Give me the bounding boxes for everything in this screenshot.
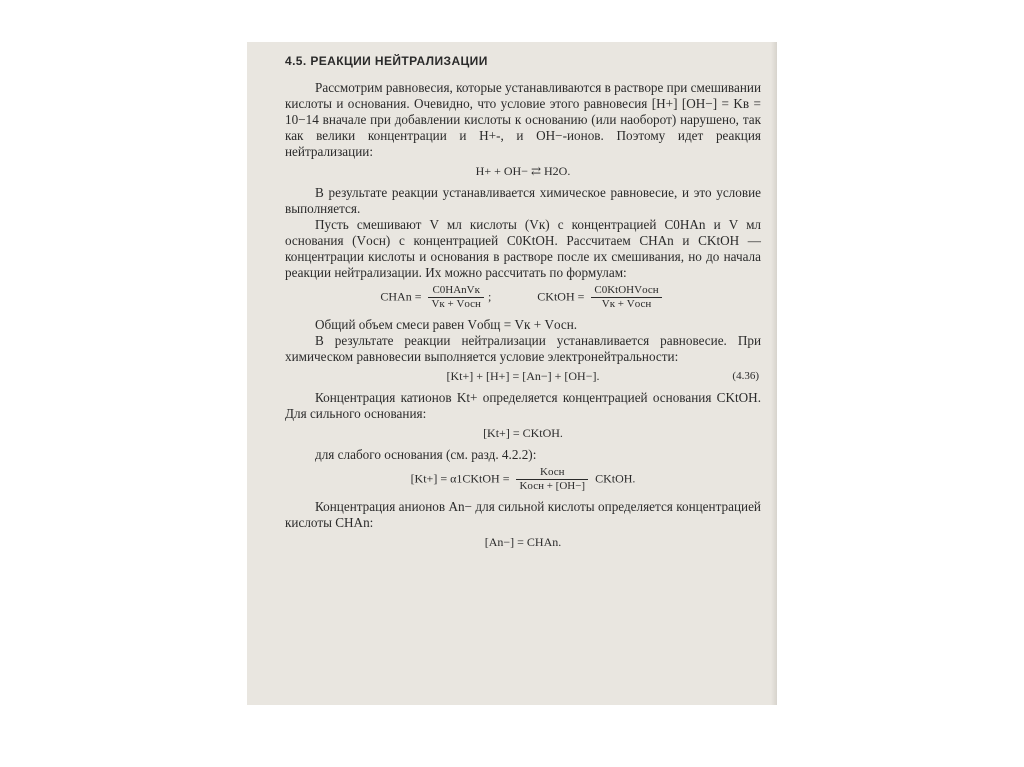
paragraph-result: В результате реакции устанавливается химическое равновесие, и это условие выполняется.: [285, 185, 761, 216]
base-conc-fraction: [591, 284, 661, 311]
page-content: [285, 50, 761, 556]
weak-base-denominator: Kосн + [OH−]: [519, 480, 586, 492]
paragraph-mixing: Пусть смешивают V мл кислоты (Vк) с концентрацией C0HAn и V мл основания (Vосн) с концентрацией C0KtOH. Рассчитаем CHAn и CKtOH — концентрации кислоты и основания в растворе после их смешивания, но до начала реакции нейтрализации. Их можно рассчитать по формулам:: [285, 217, 761, 280]
paragraph-electroneutrality: В результате реакции нейтрализации устанавливается равновесие. При химическом равновесии выполняется условие электронейтральности:: [285, 333, 761, 364]
electroneutrality-equation: [Kt+] + [H+] = [An−] + [OH−].: [446, 369, 600, 383]
paragraph-equilibrium: Рассмотрим равновесия, которые устанавливаются в растворе при смешивании кислоты и основания. Очевидно, что условие этого равновесия [H+] [OH−] = Kв = 10−14 вначале при добавлении кислоты к основанию (или наоборот) нарушено, так как велики концентрации и H+-, и OH−-ионов. Поэтому идет реакция нейтрализации:: [285, 80, 762, 159]
neutralization-reaction: [285, 163, 761, 179]
acid-conc-denominator: Vк + Vосн: [431, 298, 481, 310]
equation-number: (4.36): [732, 370, 759, 382]
weak-base-numerator: Kосн: [516, 466, 588, 480]
concentration-formulas: CHAn = $\frac{\text{C0HAnVк}}{\text{Vк + Vосн}}$ ; CKtOH = $\frac{\text{C0KtOHVосн}}{\text{Vк + Vосн}}$: [285, 284, 761, 311]
strong-base-equation: [Kt+] = CKtOH.: [483, 426, 563, 440]
strong-acid-formula: [285, 534, 761, 550]
section-heading: 4.5. РЕАКЦИИ НЕЙТРАЛИЗАЦИИ: [285, 54, 488, 68]
page-edge-shadow: [771, 42, 777, 705]
strong-acid-equation: [An−] = CHAn.: [484, 535, 562, 549]
electroneutrality-formula: [285, 368, 761, 384]
acid-conc-left: CHAn =: [380, 289, 422, 304]
weak-base-right: CKtOH.: [595, 471, 636, 486]
paragraph-weak-base: для слабого основания (см. разд. 4.2.2):: [315, 447, 537, 462]
weak-base-formula: [285, 466, 761, 493]
reaction-equation: H+ + OH− ⇄ H2O.: [475, 164, 571, 178]
paragraph-cations: Концентрация катионов Kt+ определяется концентрацией основания CKtOH. Для сильного основания:: [285, 390, 761, 421]
base-conc-denominator: Vк + Vосн: [601, 298, 652, 310]
base-conc-left: CKtOH =: [537, 289, 585, 304]
book-page: [247, 42, 777, 705]
acid-conc-numerator: C0HAnVк: [428, 284, 483, 298]
weak-base-fraction: [516, 466, 588, 493]
strong-base-formula: [285, 425, 761, 441]
paragraph-total-volume: Общий объем смеси равен Vобщ = Vк + Vосн.: [315, 317, 578, 332]
paragraph-anions: Концентрация анионов An− для сильной кислоты определяется концентрацией кислоты CHAn:: [285, 499, 761, 530]
acid-conc-fraction: [428, 284, 483, 311]
base-conc-numerator: C0KtOHVосн: [591, 284, 661, 298]
weak-base-left: [Kt+] = α1CKtOH =: [410, 471, 510, 486]
